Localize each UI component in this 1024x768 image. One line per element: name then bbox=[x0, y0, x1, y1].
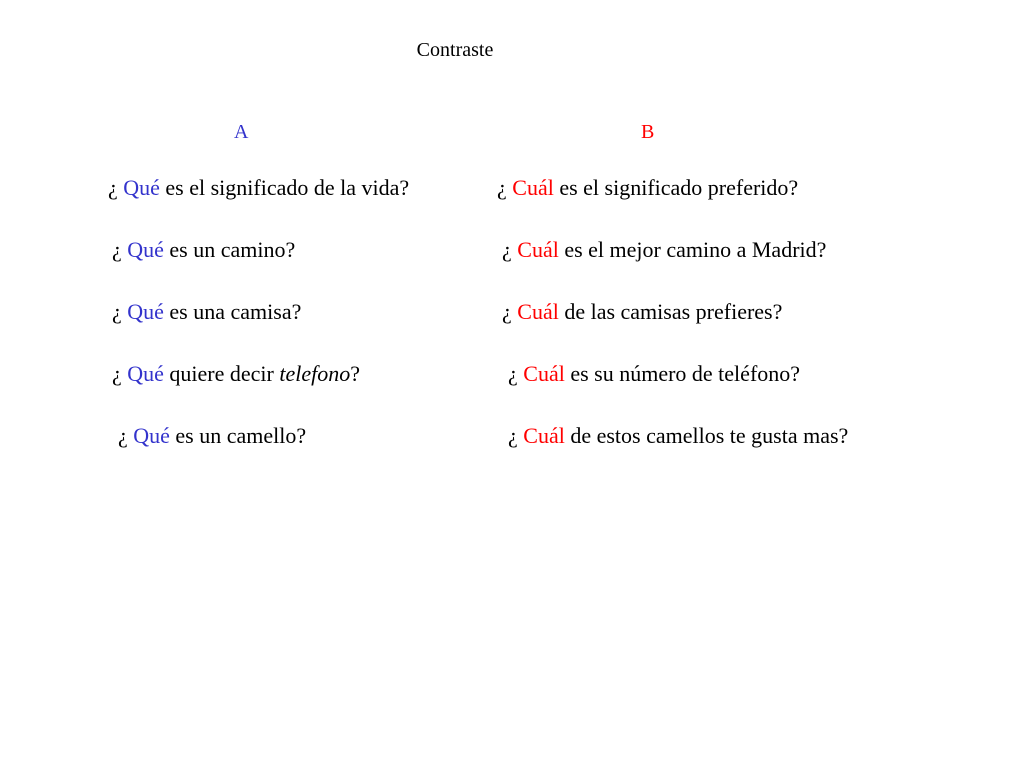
right-row-5 bbox=[508, 423, 848, 449]
question-prefix: ¿ bbox=[112, 237, 128, 262]
left-row-2 bbox=[112, 237, 295, 263]
question-prefix: ¿ bbox=[118, 423, 134, 448]
column-header-a: A bbox=[234, 121, 249, 143]
question-end: ? bbox=[350, 361, 360, 386]
right-row-1 bbox=[497, 175, 798, 201]
question-rest: es un camino? bbox=[163, 237, 296, 262]
question-rest: de las camisas prefieres? bbox=[558, 299, 783, 324]
question-prefix: ¿ bbox=[508, 361, 524, 386]
cual-keyword: Cuál bbox=[523, 361, 565, 386]
right-row-2 bbox=[502, 237, 826, 263]
left-row-5 bbox=[118, 423, 306, 449]
left-row-4 bbox=[112, 361, 360, 387]
question-prefix: ¿ bbox=[112, 361, 128, 386]
question-rest: de estos camellos te gusta mas? bbox=[564, 423, 849, 448]
cual-keyword: Cuál bbox=[523, 423, 565, 448]
que-keyword: Qué bbox=[127, 237, 164, 262]
que-keyword: Qué bbox=[123, 175, 160, 200]
question-prefix: ¿ bbox=[502, 299, 518, 324]
question-rest: es su número de teléfono? bbox=[564, 361, 801, 386]
right-row-4 bbox=[508, 361, 800, 387]
question-prefix: ¿ bbox=[108, 175, 124, 200]
italic-word: telefono bbox=[279, 361, 351, 386]
cual-keyword: Cuál bbox=[517, 237, 559, 262]
que-keyword: Qué bbox=[133, 423, 170, 448]
que-keyword: Qué bbox=[127, 299, 164, 324]
slide-title: Contraste bbox=[416, 39, 494, 61]
left-row-3 bbox=[112, 299, 301, 325]
question-prefix: ¿ bbox=[502, 237, 518, 262]
question-prefix: ¿ bbox=[112, 299, 128, 324]
cual-keyword: Cuál bbox=[512, 175, 554, 200]
question-rest: es el significado preferido? bbox=[553, 175, 799, 200]
question-rest: es el mejor camino a Madrid? bbox=[558, 237, 827, 262]
left-row-1 bbox=[108, 175, 409, 201]
question-rest: es un camello? bbox=[169, 423, 307, 448]
cual-keyword: Cuál bbox=[517, 299, 559, 324]
question-rest: es una camisa? bbox=[163, 299, 302, 324]
que-keyword: Qué bbox=[127, 361, 164, 386]
question-prefix: ¿ bbox=[497, 175, 513, 200]
question-rest: es el significado de la vida? bbox=[159, 175, 410, 200]
column-header-b: B bbox=[641, 121, 655, 143]
right-row-3 bbox=[502, 299, 782, 325]
question-rest: quiere decir bbox=[163, 361, 280, 386]
question-prefix: ¿ bbox=[508, 423, 524, 448]
